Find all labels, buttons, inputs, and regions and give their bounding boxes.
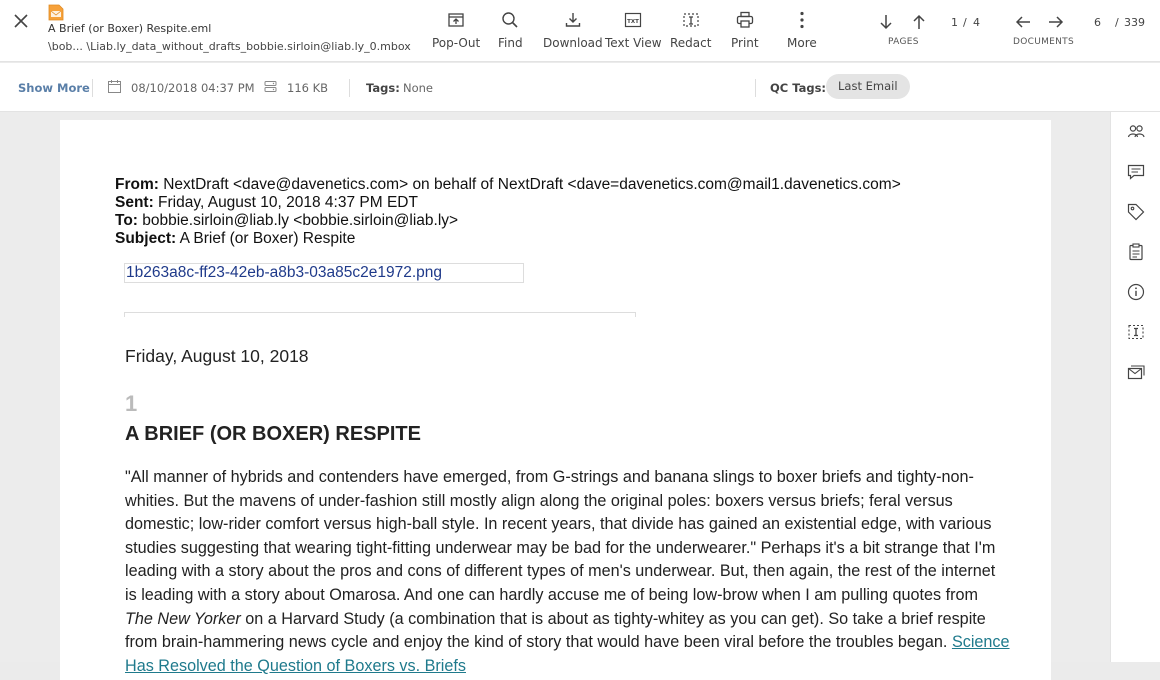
to-label: To:: [115, 212, 138, 229]
calendar-icon: [107, 79, 122, 94]
text-view-button[interactable]: [605, 10, 662, 50]
newsletter-date: Friday, August 10, 2018: [125, 346, 309, 366]
email-stack-icon[interactable]: [1126, 362, 1146, 382]
txt-icon: [623, 10, 643, 30]
people-icon[interactable]: [1126, 122, 1146, 142]
prev-document-arrow-icon[interactable]: [1014, 13, 1032, 31]
document-viewer[interactable]: [0, 112, 1110, 675]
document-separator: /: [1115, 16, 1119, 29]
next-document-arrow-icon[interactable]: [1047, 13, 1065, 31]
divider: [349, 79, 350, 97]
subject-value: A Brief (or Boxer) Respite: [176, 230, 356, 247]
metadata-bar: [0, 63, 1160, 112]
info-icon[interactable]: [1126, 282, 1146, 302]
show-more-link[interactable]: Show More: [18, 81, 90, 95]
image-placeholder-rule: [124, 312, 636, 317]
print-button[interactable]: [731, 10, 759, 50]
attachment-link[interactable]: 1b263a8c-ff23-42eb-a8b3-03a85c2e1972.png: [126, 264, 443, 281]
from-line: [115, 176, 901, 194]
file-size: 116 KB: [287, 81, 329, 95]
redact-button[interactable]: [670, 10, 711, 50]
clipboard-icon[interactable]: [1126, 242, 1146, 262]
subject-line: [115, 230, 355, 248]
storage-icon: [263, 79, 278, 94]
to-value: bobbie.sirloin@liab.ly <bobbie.sirloin@liab.ly>: [137, 212, 459, 229]
documents-caption: DOCUMENTS: [1013, 37, 1074, 47]
prev-page-arrow-icon[interactable]: [910, 13, 928, 31]
story-headline: A BRIEF (OR BOXER) RESPITE: [125, 423, 421, 445]
divider: [755, 79, 756, 97]
page-separator: /: [963, 16, 967, 29]
svg-text:TXT: TXT: [627, 19, 640, 25]
comment-icon[interactable]: [1126, 162, 1146, 182]
top-toolbar: [0, 0, 1160, 62]
redact-icon: [681, 10, 701, 30]
file-name: A Brief (or Boxer) Respite.eml: [48, 22, 212, 35]
more-vertical-icon: [792, 10, 812, 30]
redact-icon[interactable]: [1126, 322, 1146, 342]
file-path: \bob... \Liab.ly_data_without_drafts_bobbie.sirloin@liab.ly_0.mbox: [48, 40, 411, 53]
popout-label: Pop-Out: [432, 36, 481, 50]
close-icon[interactable]: [10, 10, 32, 32]
popout-icon: [446, 10, 466, 30]
tags-label: Tags:: [366, 81, 400, 95]
right-sidebar: [1110, 112, 1160, 662]
find-button[interactable]: [498, 10, 523, 50]
page-total: 4: [973, 16, 980, 29]
tag-icon[interactable]: [1126, 202, 1146, 222]
next-page-arrow-icon[interactable]: [877, 13, 895, 31]
sent-value: Friday, August 10, 2018 4:37 PM EDT: [153, 194, 418, 211]
qc-tag-chip[interactable]: Last Email: [826, 74, 910, 99]
story-number: 1: [125, 391, 138, 416]
tags-value[interactable]: None: [403, 81, 434, 95]
from-value: NextDraft <dave@davenetics.com> on behalf of NextDraft <dave=davenetics.com@mail1.davenetics.com>: [158, 176, 901, 193]
popout-button[interactable]: [432, 10, 480, 50]
download-icon: [563, 10, 583, 30]
to-line: [115, 212, 458, 230]
email-file-icon: [48, 4, 64, 21]
more-label: More: [787, 36, 817, 50]
sent-line: [115, 194, 418, 212]
story-body: [125, 466, 1010, 678]
document-date: 08/10/2018 04:37 PM: [131, 81, 255, 95]
more-button[interactable]: [787, 10, 817, 50]
printer-icon: [735, 10, 755, 30]
story-link[interactable]: Science Has Resolved the Question of Boxers vs. Briefs: [125, 633, 1010, 675]
download-button[interactable]: [543, 10, 603, 50]
pages-caption: PAGES: [888, 37, 919, 47]
document-total: 339: [1124, 16, 1145, 29]
body-text-part2: on a Harvard Study (a combination that is about as tighty-whitey as you can get). So take a brief respite from brain-hammering news cycle and enjoy the kind of story that would have been viral before the troubles began.: [125, 609, 986, 652]
body-text-part1: "All manner of hybrids and contenders have emerged, from G-strings and banana slings to boxer briefs and tighty-non-whities. But the mavens of under-fashion still mostly align along the original poles: boxers versus briefs; feral versus domestic; low-rider comfort versus high-ball style. In recent years, that divide has gained an existential edge, with various studies suggesting that wearing tight-fitting underwear may be bad for the underwearer." Perhaps it's a bit strange that I'm leading with a story about the pros and cons of different types of men's underwear. But, then again, the rest of the internet is leading with a story about Omarosa. And one can hardly accuse me of being low-brow when I am pulling quotes from: [125, 468, 996, 604]
print-label: Print: [731, 36, 759, 50]
divider: [92, 79, 93, 97]
qc-tags-label: QC Tags:: [770, 81, 827, 95]
sent-label: Sent:: [115, 194, 154, 211]
body-italic-source: The New Yorker: [125, 609, 241, 628]
download-label: Download: [543, 36, 603, 50]
text-view-label: Text View: [605, 36, 662, 50]
redact-label: Redact: [670, 36, 712, 50]
search-icon: [500, 10, 520, 30]
document-current[interactable]: 6: [1094, 16, 1101, 29]
from-label: From:: [115, 176, 159, 193]
page-current[interactable]: 1: [951, 16, 958, 29]
subject-label: Subject:: [115, 230, 177, 247]
document-page: [60, 120, 1051, 680]
find-label: Find: [498, 36, 523, 50]
